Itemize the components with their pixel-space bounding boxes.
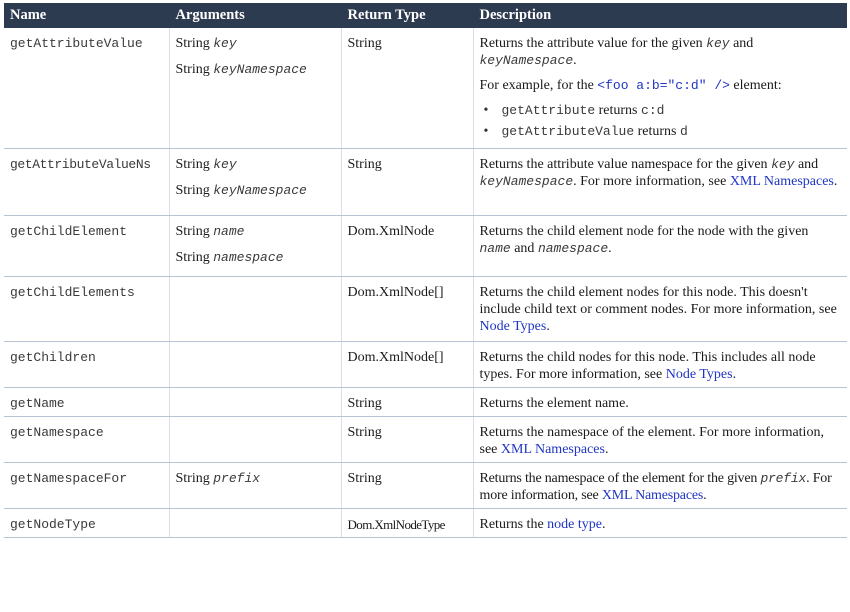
method-description xyxy=(473,216,847,277)
table-row xyxy=(4,388,847,417)
desc-text: . For more information, see xyxy=(479,471,832,503)
desc-text: . xyxy=(732,367,737,382)
desc-text: Returns the child nodes for this node. This includes all node types. For more information, see xyxy=(479,350,816,382)
desc-text: returns xyxy=(634,124,681,139)
table-row xyxy=(4,277,847,342)
argument xyxy=(176,470,335,487)
inline-code: d xyxy=(680,124,688,139)
argument-param: prefix xyxy=(213,471,261,486)
node-types-link[interactable]: Node Types xyxy=(479,319,547,334)
method-description xyxy=(473,388,847,417)
method-name-text: getName xyxy=(10,396,65,411)
desc-text: Returns the namespace of the element for the given xyxy=(479,471,761,486)
method-name-text: getAttributeValueNs xyxy=(10,157,151,172)
inline-code: key xyxy=(706,36,730,51)
node-types-link[interactable]: Node Types xyxy=(665,367,733,382)
argument-type: String xyxy=(175,250,210,265)
method-description xyxy=(473,342,847,388)
desc-text: . xyxy=(608,241,612,256)
argument-param: key xyxy=(213,157,237,172)
desc-text: . xyxy=(546,319,550,334)
desc-text: . xyxy=(604,442,609,457)
desc-text: . xyxy=(573,53,577,68)
return-type: String xyxy=(341,388,473,417)
list-item xyxy=(480,102,842,119)
description-paragraph xyxy=(480,35,842,69)
desc-text: Returns the element name. xyxy=(479,396,629,411)
argument-type: String xyxy=(175,36,210,51)
method-name xyxy=(4,463,169,509)
method-arguments xyxy=(169,277,341,342)
method-name xyxy=(4,149,169,216)
method-description xyxy=(473,417,847,463)
return-type: Dom.XmlNode[] xyxy=(341,342,473,388)
argument-param: name xyxy=(213,224,245,239)
inline-code: namespace xyxy=(537,241,609,256)
argument-type: String xyxy=(175,224,210,239)
table-row xyxy=(4,149,847,216)
desc-text: element: xyxy=(729,78,782,93)
table-row xyxy=(4,509,847,538)
table-header-row xyxy=(4,3,847,28)
desc-text: returns xyxy=(595,103,642,118)
argument-param: key xyxy=(213,36,237,51)
method-name-text: getNamespaceFor xyxy=(10,471,128,486)
desc-text: Returns the child element node for the node with the given xyxy=(479,224,809,239)
table-row xyxy=(4,28,847,149)
argument-param: keyNamespace xyxy=(213,183,307,198)
desc-text: Returns the namespace of the element. For more information, see xyxy=(479,425,824,457)
header-description: Description xyxy=(473,3,847,28)
return-type: String xyxy=(341,149,473,216)
xml-namespaces-link[interactable]: XML Namespaces xyxy=(500,442,605,457)
return-type: String xyxy=(341,463,473,509)
table-row xyxy=(4,417,847,463)
method-name-text: getChildren xyxy=(10,350,96,365)
argument-param: namespace xyxy=(213,250,284,265)
method-arguments xyxy=(169,216,341,277)
method-name xyxy=(4,388,169,417)
argument-type: String xyxy=(175,157,210,172)
method-description xyxy=(473,28,847,149)
method-arguments xyxy=(169,28,341,149)
method-name-text: getAttributeValue xyxy=(10,36,143,51)
code-example: <foo a:b="c:d" /> xyxy=(597,78,730,93)
method-name-text: getNamespace xyxy=(10,425,104,440)
desc-text: . xyxy=(833,174,838,189)
argument-type: String xyxy=(175,183,210,198)
argument xyxy=(176,182,335,199)
method-description xyxy=(473,463,847,509)
argument-param: keyNamespace xyxy=(213,62,307,77)
inline-code: c:d xyxy=(641,103,665,118)
method-name xyxy=(4,509,169,538)
return-type: Dom.XmlNode[] xyxy=(341,277,473,342)
method-name xyxy=(4,277,169,342)
desc-text: Returns the xyxy=(479,517,548,532)
header-name: Name xyxy=(4,3,169,28)
desc-text: . xyxy=(703,488,707,503)
inline-code: getAttribute xyxy=(501,103,596,118)
method-arguments xyxy=(169,509,341,538)
example-list xyxy=(480,102,842,140)
inline-code: keyNamespace xyxy=(479,174,574,189)
method-name xyxy=(4,342,169,388)
desc-text: Returns the child element nodes for this node. This doesn't include child text or comment nodes. For more information, see xyxy=(479,285,837,317)
argument xyxy=(176,223,335,240)
desc-text: and xyxy=(794,157,819,172)
method-name xyxy=(4,216,169,277)
table-row xyxy=(4,342,847,388)
inline-code: getAttributeValue xyxy=(501,124,635,139)
desc-text: For example, for the xyxy=(479,78,598,93)
method-arguments xyxy=(169,417,341,463)
inline-code: keyNamespace xyxy=(479,53,574,68)
method-name-text: getChildElements xyxy=(10,285,135,300)
method-name-text: getNodeType xyxy=(10,517,96,532)
desc-text: . xyxy=(601,517,606,532)
method-description xyxy=(473,149,847,216)
methods-table xyxy=(4,3,847,538)
argument-type: String xyxy=(175,62,210,77)
method-arguments xyxy=(169,149,341,216)
description-example xyxy=(480,77,842,94)
inline-code: key xyxy=(771,157,795,172)
list-item xyxy=(480,123,842,140)
desc-text: and xyxy=(510,241,538,256)
desc-text: . For more information, see xyxy=(573,174,730,189)
argument xyxy=(176,156,335,173)
method-name xyxy=(4,417,169,463)
method-arguments xyxy=(169,388,341,417)
inline-code: name xyxy=(479,241,511,256)
method-description xyxy=(473,509,847,538)
method-arguments xyxy=(169,463,341,509)
argument-type: String xyxy=(175,471,210,486)
method-arguments xyxy=(169,342,341,388)
method-name-text: getChildElement xyxy=(10,224,128,239)
return-type: String xyxy=(341,417,473,463)
desc-text: Returns the attribute value for the given xyxy=(479,36,707,51)
table-row xyxy=(4,463,847,509)
return-type: String xyxy=(341,28,473,149)
return-type: Dom.XmlNode xyxy=(341,216,473,277)
argument xyxy=(176,249,335,266)
header-return-type: Return Type xyxy=(341,3,473,28)
xml-namespaces-link[interactable]: XML Namespaces xyxy=(601,488,704,503)
argument xyxy=(176,35,335,52)
header-arguments: Arguments xyxy=(169,3,341,28)
xml-namespaces-link[interactable]: XML Namespaces xyxy=(729,174,834,189)
node-type-link[interactable]: node type xyxy=(547,517,602,532)
inline-code: prefix xyxy=(760,471,807,486)
return-type: Dom.XmlNodeType xyxy=(341,509,473,538)
method-description xyxy=(473,277,847,342)
argument xyxy=(176,61,335,78)
table-row xyxy=(4,216,847,277)
method-name xyxy=(4,28,169,149)
desc-text: Returns the attribute value namespace for the given xyxy=(479,157,772,172)
desc-text: and xyxy=(729,36,754,51)
